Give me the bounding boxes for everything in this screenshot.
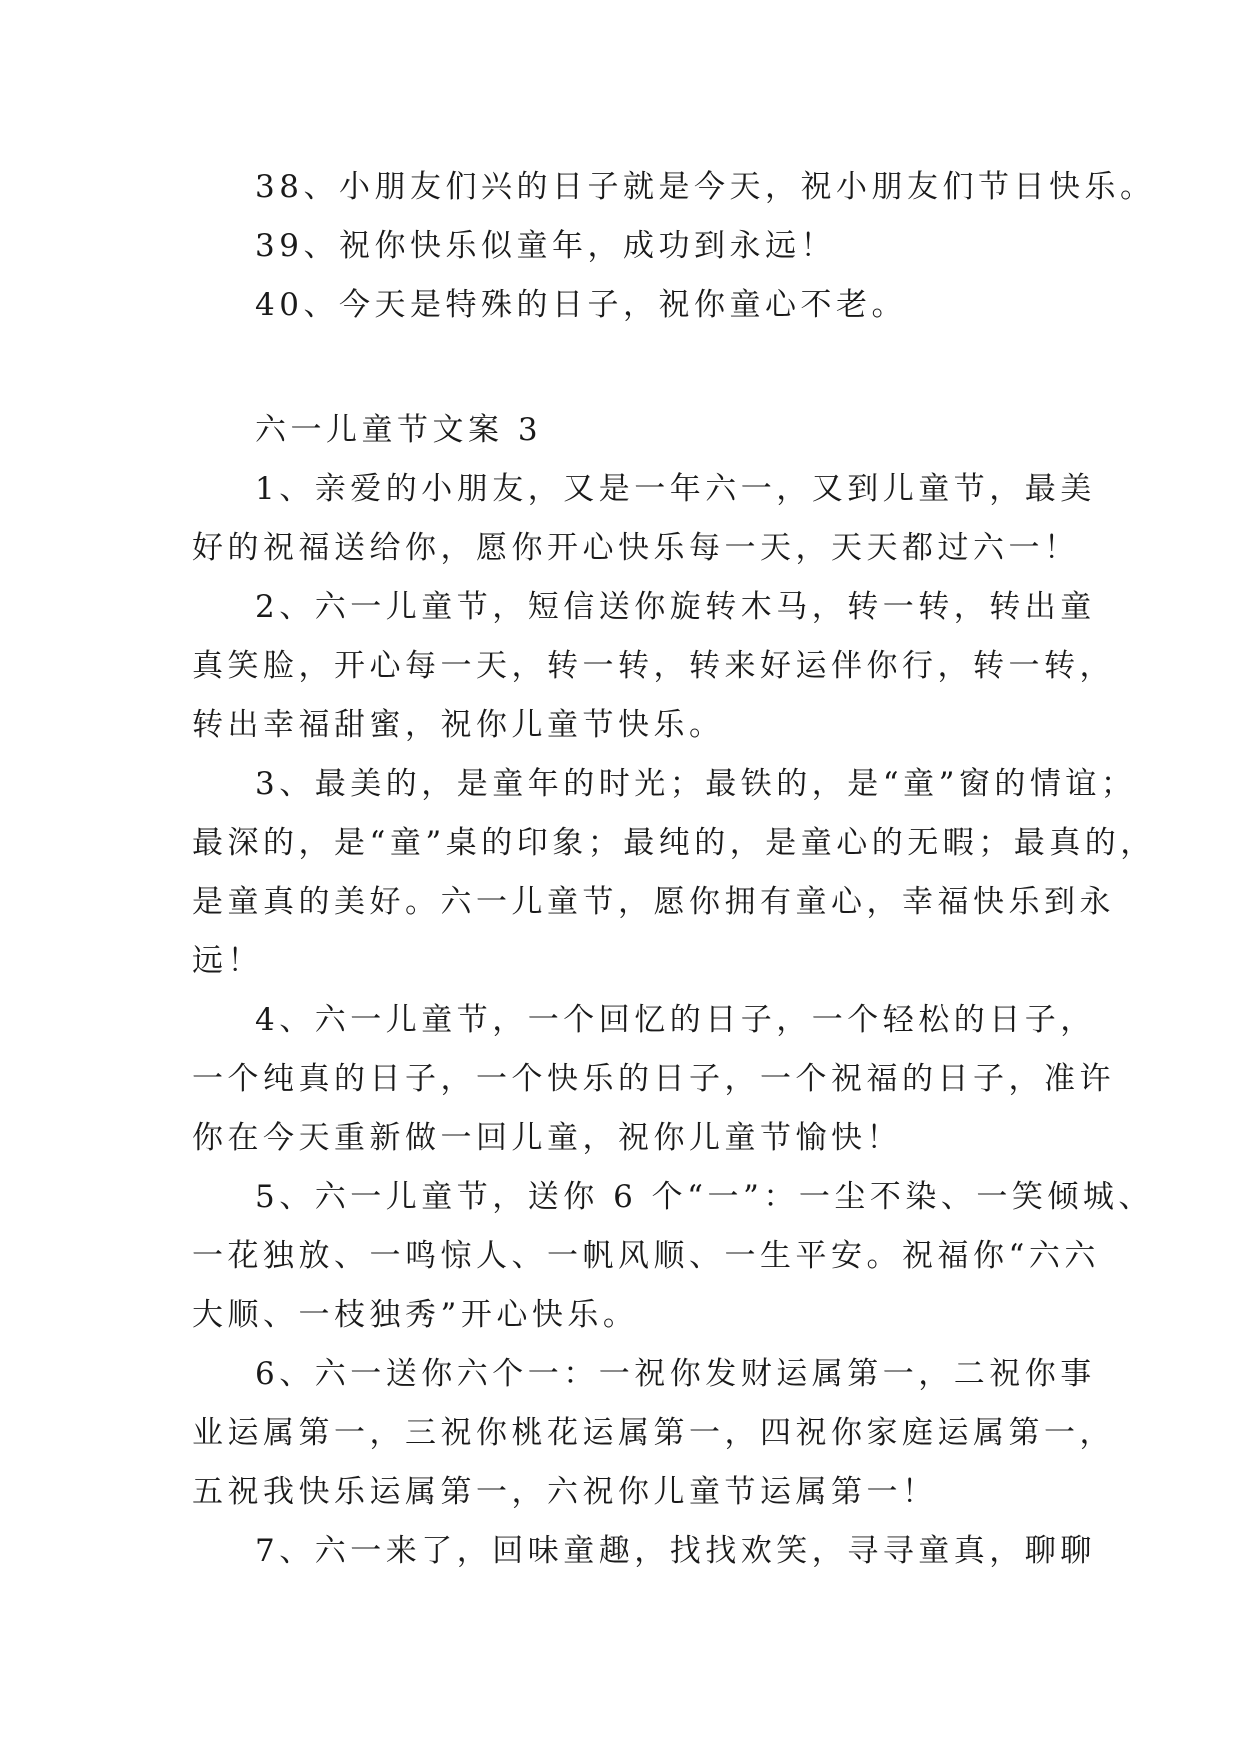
paragraph-3: [192, 755, 1156, 991]
document-body: [192, 158, 1156, 1581]
paragraph-4: [192, 991, 1115, 1168]
paragraph-6: [192, 1345, 1115, 1522]
list-item: 39、祝你快乐似童年，成功到永远！: [255, 228, 836, 264]
paragraph-line: 一花独放、一鸣惊人、一帆风顺、一生平安。祝福你“六六: [192, 1238, 1100, 1274]
paragraph-line: 业运属第一，三祝你桃花运属第一，四祝你家庭运属第一，: [192, 1415, 1115, 1451]
paragraph-line: 7、六一来了，回味童趣，找找欢笑，寻寻童真，聊聊: [255, 1533, 1096, 1569]
paragraph-7: [192, 1522, 1096, 1581]
paragraph-line: 五祝我快乐运属第一，六祝你儿童节运属第一！: [192, 1474, 938, 1510]
paragraph-line: 3、最美的，是童年的时光；最铁的，是“童”窗的情谊；: [255, 766, 1137, 802]
paragraph-line: 转出幸福甜蜜，祝你儿童节快乐。: [192, 707, 725, 743]
paragraph-line: 6、六一送你六个一：一祝你发财运属第一，二祝你事: [255, 1356, 1096, 1392]
paragraph-line: 真笑脸，开心每一天，转一转，转来好运伴你行，转一转，: [192, 648, 1115, 684]
paragraph-line: 远！: [192, 943, 263, 979]
paragraph-line: 4、六一儿童节，一个回忆的日子，一个轻松的日子，: [255, 1002, 1096, 1038]
paragraph-line: 你在今天重新做一回儿童，祝你儿童节愉快！: [192, 1120, 902, 1156]
list-item: 38、小朋友们兴的日子就是今天，祝小朋友们节日快乐。: [255, 169, 1156, 205]
paragraph-line: 大顺、一枝独秀”开心快乐。: [192, 1297, 639, 1333]
section-heading: 六一儿童节文案 3: [255, 412, 543, 448]
paragraph-line: 2、六一儿童节，短信送你旋转木马，转一转，转出童: [255, 589, 1096, 625]
paragraph-line: 最深的，是“童”桌的印象；最纯的，是童心的无暇；最真的，: [192, 825, 1156, 861]
paragraph-line: 一个纯真的日子，一个快乐的日子，一个祝福的日子，准许: [192, 1061, 1115, 1097]
paragraph-2: [192, 578, 1115, 755]
paragraph-line: 1、亲爱的小朋友，又是一年六一，又到儿童节，最美: [255, 471, 1096, 507]
paragraph-line: 5、六一儿童节，送你 6 个“一”：一尘不染、一笑倾城、: [255, 1179, 1154, 1215]
paragraph-5: [192, 1168, 1154, 1345]
list-item: 40、今天是特殊的日子，祝你童心不老。: [255, 287, 907, 323]
paragraph-1: [192, 460, 1096, 578]
paragraph-line: 是童真的美好。六一儿童节，愿你拥有童心，幸福快乐到永: [192, 884, 1115, 920]
paragraph-line: 好的祝福送给你，愿你开心快乐每一天，天天都过六一！: [192, 530, 1080, 566]
